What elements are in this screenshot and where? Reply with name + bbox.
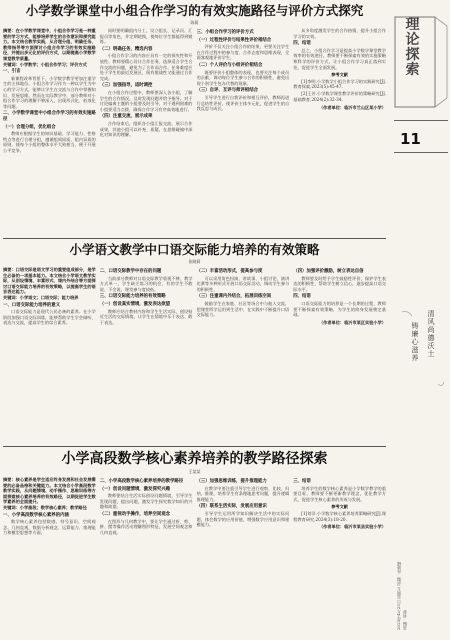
abstract-text: 摘要：核心素养是学生适应终身发展和社会发展需要的必备品格和关键能力。本文结合小学高段数学教学实践，从问题情境、动手操作、思维训练等方面探索核心素养培养的有效路径，以期促进学生数学素养的全面提升。 — [3, 477, 96, 505]
paragraph: 教师应根据学生的知识基础、学习能力、性格特点等进行合理分组，遵循组间同质、组内异质的原则，使每个小组的整体水平大致相当，便于开展公平竞争。 — [3, 131, 96, 153]
paragraph: 既要评价小组整体的表现，也要关注每个成员的贡献，调动每位学生参与合作的积极性，避免出现个别学生包办代替的现象。 — [196, 69, 290, 86]
motto-line: 清风尚德沃土 — [427, 310, 435, 358]
text-column — [293, 477, 386, 530]
paragraph: 口语交际能力是现代公民必备的素养。在小学阶段加强口语交际训练，能够帮助学生学会倾听、表达与交流，提高学生的综合素养。 — [3, 309, 96, 326]
section-heading: 二、小学高段数学核心素养培养的教学路径 — [99, 479, 184, 484]
text-column — [293, 267, 386, 325]
section-heading: 二、口语交际教学中存在的问题 — [99, 269, 162, 274]
section-heading: 三、口语交际能力培养的有效策略 — [99, 294, 166, 300]
paragraph: 从多角度激发学生的合作热情，提升小组合作学习的实效。 — [293, 28, 386, 39]
paragraph: 新课程改革背景下，小学数学教学更加注重学生的主体地位。小组合作学习作为一种以学生为中心的学习方式，能够让学生在交流与合作中掌握知识、发展思维。然而在实际教学中，部分教师对小组合作学习的理解不够深入，出现形式化、低效化等问题。 — [3, 75, 96, 109]
text-column — [197, 267, 290, 319]
sidebar-divider — [394, 152, 448, 153]
article-body — [3, 267, 386, 327]
paragraph: 教师要结合生活实际创设问题情境，引导学生发现问题、提出问题，激发学生探究数学知识的兴趣和欲望。 — [99, 493, 193, 510]
references-heading: 参考文献 — [331, 72, 348, 78]
paragraph: 小组合作学习的内容应具有一定的探究性和开放性。教师要精心设计合作任务，选择适合学生合作交流的问题，避免为了合作而合作。任务难度应处于学生的最近发展区，既有挑战性又能通过合作完成。 — [99, 53, 193, 81]
section-heading: （一）创设问题情境，激发探究兴趣 — [99, 486, 171, 492]
paragraph: 引导学生进行自我评价和相互评价，教师再进行总结性评价，使评价主体多元化，促进学生的自我反思与成长。 — [196, 94, 290, 112]
keywords-text: 关键词：小学数学；小组合作学习；评价方式 — [3, 61, 87, 67]
section-heading: 四、结语 — [293, 294, 311, 300]
text-column — [197, 477, 290, 529]
article-1 — [3, 3, 386, 235]
section-heading: 一、口语交际能力培养的意义 — [3, 302, 61, 308]
author-unit: （作者单位：临沂市某县实验小学） — [318, 524, 386, 530]
paragraph: [1]刘洋.小学数学核心素养培养策略研究[J].课程教育研究,2024(3):18-20. — [293, 510, 386, 522]
paragraph: 教师要及时给予学生鼓励性评价，保护学生表达的积极性，帮助学生树立信心，逐步提高口语交际水平。 — [293, 275, 386, 292]
section-heading: （三）加强思维训练，提升推理能力 — [196, 479, 267, 484]
section-header — [394, 16, 448, 108]
paragraph: 教师应结合教材内容和学生生活实际，创设贴近生活的交际情境，让学生在情境中乐于表达、敢于表达。 — [99, 308, 193, 325]
section-heading: （二）丰富活动形式，提高参与度 — [196, 269, 263, 274]
motto-block — [398, 310, 446, 390]
section-title: 理论探索 — [405, 17, 421, 78]
article-title: 小学数学课堂中小组合作学习的有效实施路径与评价方式探究 — [25, 3, 364, 18]
paragraph: [2]王芳.小学数学课堂教学评价的策略研究[J].基础教育,2024(2):32-34. — [293, 91, 386, 103]
article-divider — [3, 446, 386, 447]
section-heading: 三、结语 — [293, 479, 311, 484]
paper-info: 2025年4月25日 星期五 责编：孙晓峰 美编：刘泰 — [396, 561, 407, 630]
section-heading: （一）过程性评价与结果性评价相结合 — [196, 37, 272, 43]
article-divider — [3, 238, 386, 239]
abstract-text: 摘要：在小学数学课堂中，小组合作学习是一种重要的学习方式，能够培养学生的合作意识和探究能力。本文结合教学实践，从合理分组、明确任务、教师指导等方面探讨小组合作学习的有效实施路径，并提出多元化的评价方式，以期提高小学数学课堂教学质量。 — [3, 28, 96, 61]
references-heading: 参考文献 — [331, 504, 348, 510]
section-heading: 四、结语 — [293, 41, 311, 47]
text-column — [3, 267, 96, 327]
text-column — [100, 477, 193, 537]
paragraph: 引导学生运用所学知识解决生活中的实际问题，体会数学的应用价值，增强数学应用意识和建模能力。 — [196, 510, 290, 528]
paragraph: [1]李明.小学数学小组合作学习的实践研究[J].教育探索,2023(5):45-47. — [293, 78, 386, 90]
motto-line: 铸廉心滋养 — [411, 322, 419, 362]
abstract-text: 摘要：口语交际是语文学习的重要组成部分，是学生必备的一项基本能力。本文结合小学语文教学实际，从创设情境、丰富形式、课内外结合等方面探讨口语交际能力培养的有效策略，以提高学生的语言表达能力。 — [3, 267, 96, 295]
article-author: 王某某 — [188, 469, 201, 474]
paragraph: 同时要明确组内分工，设立组长、记录员、汇报员等角色，并定期轮换，使每位学生都能得到锻炼。 — [99, 28, 193, 45]
author-unit: （作者单位：临沂市兰山区某小学） — [318, 104, 386, 110]
sidebar-divider — [394, 120, 448, 121]
section-heading: （四）注重交流，展示成果 — [99, 114, 153, 120]
article-title: 小学语文教学中口语交际能力培养的有效策略 — [69, 242, 320, 257]
paragraph: 在小组合作过程中，教师要深入各小组，了解学生的合作情况，及时发现问题并给予指导。对于讨论偏离主题的小组要及时引导，对于遇到困难的小组要适当点拨，确保合作学习有序高效地进行。 — [99, 89, 193, 112]
section-frame-icon — [394, 16, 448, 108]
page-sidebar — [390, 0, 450, 640]
text-column — [197, 28, 290, 113]
paragraph: 当前部分教师对口语交际教学重视不够，教学方式单一，学生缺乏练习的机会，有的学生不敢说、不会说，课堂参与度较低。 — [99, 275, 193, 292]
keywords-text: 关键词：小学语文；口语交际；能力培养 — [3, 294, 79, 300]
brush-stroke-icon — [398, 310, 446, 390]
section-heading: （二）重视动手操作，培养空间观念 — [99, 511, 171, 517]
section-heading: （四）加强评价激励，树立表达自信 — [293, 269, 364, 274]
section-heading: （一）创设真实情境，激发表达欲望 — [99, 301, 171, 307]
article-3 — [3, 450, 386, 638]
section-heading: 一、引言 — [3, 69, 21, 75]
article-body — [3, 477, 386, 537]
article-author: 陈莉 — [190, 20, 199, 25]
paragraph: 培养学生的数学核心素养是小学数学教学的重要目标，教师要不断更新教学理念，优化教学方式，促进学生核心素养的形成与发展。 — [293, 485, 386, 502]
paragraph: 口语交际能力的培养是一个长期的过程，教师要不断探索有效策略，为学生的终身发展奠定基础。 — [293, 300, 386, 318]
paragraph: 可以采用角色扮演、讲故事、小组讨论、演讲比赛等多种形式开展口语交际活动，调动学生参与的积极性。 — [196, 275, 290, 292]
paragraph: 总之，小组合作学习是提高小学数学课堂教学效率的有效途径。教师要不断探索有效的实施策略和科学的评价方式，让小组合作学习真正落到实处，促进学生全面发展。 — [293, 47, 386, 70]
section-heading: （三）注重课内外结合，拓展训练空间 — [196, 294, 272, 300]
section-heading: （二）明确任务，精选内容 — [99, 46, 153, 52]
author-unit: （作者单位：临沂市某区实验小学） — [318, 319, 386, 325]
section-heading: 三、小组合作学习的评价方式 — [196, 30, 254, 35]
section-heading: 二、小学数学课堂中小组合作学习的有效实施路径 — [3, 111, 96, 122]
paragraph: 评价不仅关注小组合作的结果，更要关注学生在合作过程中的参与度、合作态度和思维表现，全面客观地评价学生。 — [196, 44, 290, 61]
text-column — [100, 267, 193, 327]
section-heading: （四）联系生活实际，发展应用意识 — [196, 504, 267, 510]
keywords-text: 关键词：小学高段；数学核心素养；教学路径 — [3, 504, 87, 510]
paragraph: 在教学中要注重引导学生进行观察、比较、归纳、推理，培养学生有条理地思考问题，提升逻辑推理能力。 — [196, 485, 290, 502]
article-title: 小学高段数学核心素养培养的教学路径探索 — [61, 451, 328, 467]
article-author: 张晓莉 — [188, 259, 201, 264]
paragraph: 在图形与几何教学中，要让学生通过折、剪、拼、摆等操作活动理解图形特征，发展空间观念和几何直观。 — [99, 518, 193, 535]
article-body — [3, 28, 386, 155]
paragraph: 鼓励学生在家庭、社区等场合中与他人交流，把课堂所学运用到生活中，在实践中不断提升口语交际能力。 — [196, 300, 290, 318]
text-column — [3, 477, 96, 537]
text-column — [100, 28, 193, 139]
paragraph: 数学核心素养包括数感、符号意识、空间观念、几何直观、数据分析观念、运算能力、推理能力和模型思想等方面。 — [3, 519, 96, 536]
page-number: 11 — [400, 130, 421, 148]
section-heading: 一、小学高段数学核心素养的内涵 — [3, 512, 69, 518]
section-heading: （一）合理分组，优化组合 — [3, 124, 56, 130]
paragraph: 合作结束后，组织各小组汇报交流，展示合作成果，其他小组可以补充、质疑，在思维碰撞中深化对知识的理解。 — [99, 120, 193, 138]
section-heading: （三）自评、互评与师评相结合 — [196, 88, 258, 94]
text-column — [3, 28, 96, 155]
section-heading: （三）加强指导，适时调控 — [99, 83, 153, 89]
article-2 — [3, 242, 386, 442]
text-column — [293, 28, 386, 110]
section-heading: （二）个人评价与小组评价相结合 — [196, 62, 263, 68]
